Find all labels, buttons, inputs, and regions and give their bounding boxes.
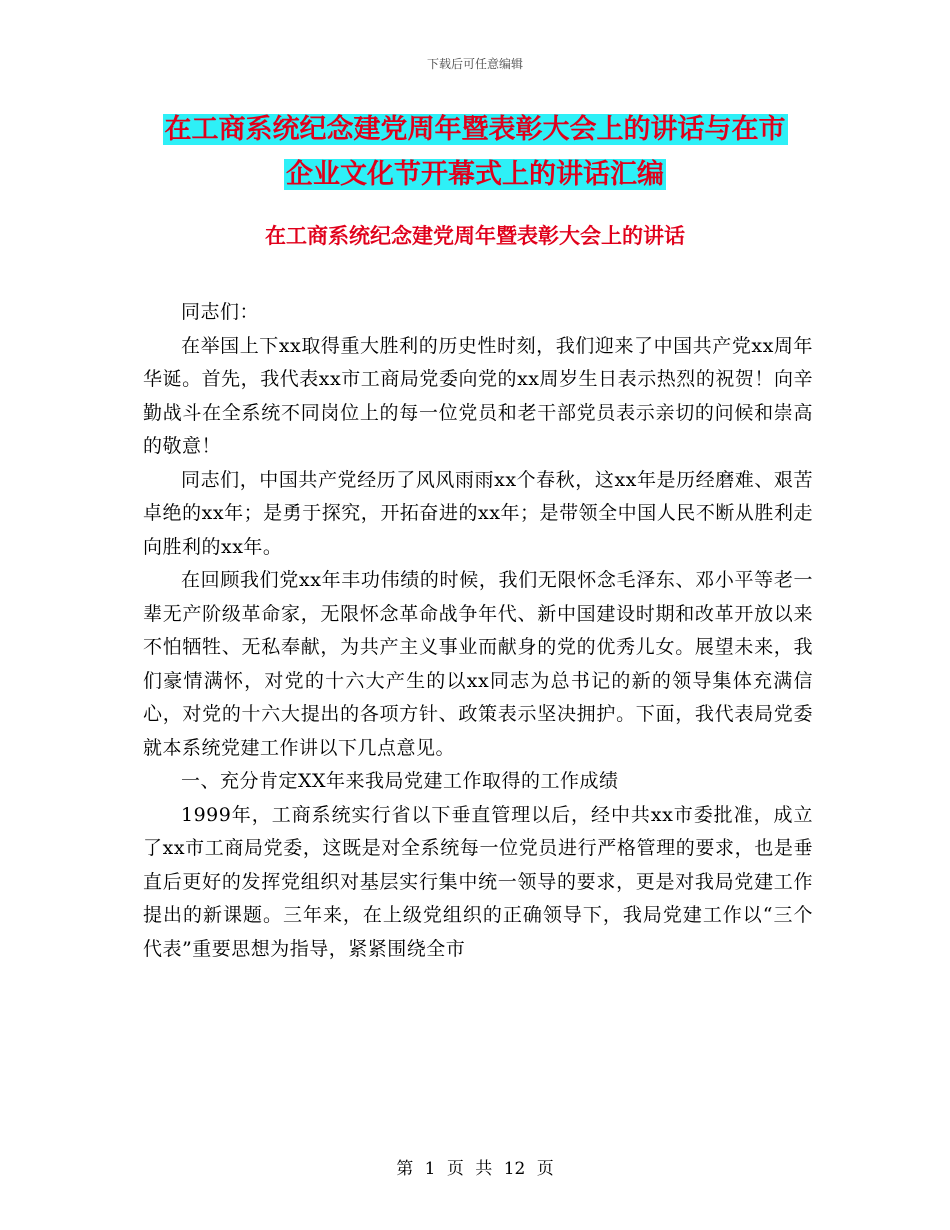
paragraph: 在举国上下xx取得重大胜利的历史性时刻，我们迎来了中国共产党xx周年华诞。首先，我代表xx市工商局党委向党的xx周岁生日表示热烈的祝贺！向辛勤战斗在全系统不同岗位上的每一位党员和老干部党员表示亲切的问候和崇高的敬意！ <box>143 334 813 457</box>
section-title: 在工商系统纪念建党周年暨表彰大会上的讲话 <box>265 224 685 248</box>
paragraph-heading: 一、充分肯定XX年来我局党建工作取得的工作成绩 <box>181 770 619 792</box>
main-title-line-1 <box>0 110 950 150</box>
paragraph: 同志们，中国共产党经历了风风雨雨xx个春秋，这xx年是历经磨难、艰苦卓绝的xx年；是勇于探究，开拓奋进的xx年；是带领全中国人民不断从胜利走向胜利的xx年。 <box>143 468 813 558</box>
main-title-line-2-text: 企业文化节开幕式上的讲话汇编 <box>286 159 664 190</box>
header-note: 下载后可任意编辑 <box>426 57 523 71</box>
main-title-line-2 <box>0 155 950 195</box>
page-footer: 第 1 页 共 12 页 <box>396 1159 554 1179</box>
paragraph-salutation: 同志们： <box>181 301 260 323</box>
body-text <box>143 296 813 966</box>
main-title-line-1-text: 在工商系统纪念建党周年暨表彰大会上的讲话与在市 <box>164 114 786 145</box>
paragraph: 在回顾我们党xx年丰功伟绩的时候，我们无限怀念毛泽东、邓小平等老一辈无产阶级革命家，无限怀念革命战争年代、新中国建设时期和改革开放以来不怕牺牲、无私奉献，为共产主义事业而献身的党的优秀儿女。展望未来，我们豪情满怀，对党的十六大产生的以xx同志为总书记的新的领导集体充满信心，对党的十六大提出的各项方针、政策表示坚决拥护。下面，我代表局党委就本系统党建工作讲以下几点意见。 <box>143 569 813 759</box>
paragraph: 1999年，工商系统实行省以下垂直管理以后，经中共xx市委批准，成立了xx市工商局党委，这既是对全系统每一位党员进行严格管理的要求，也是垂直后更好的发挥党组织对基层实行集中统一领导的要求，更是对我局党建工作提出的新课题。三年来，在上级党组织的正确领导下，我局党建工作以“三个代表”重要思想为指导，紧紧围绕全市 <box>143 803 813 960</box>
